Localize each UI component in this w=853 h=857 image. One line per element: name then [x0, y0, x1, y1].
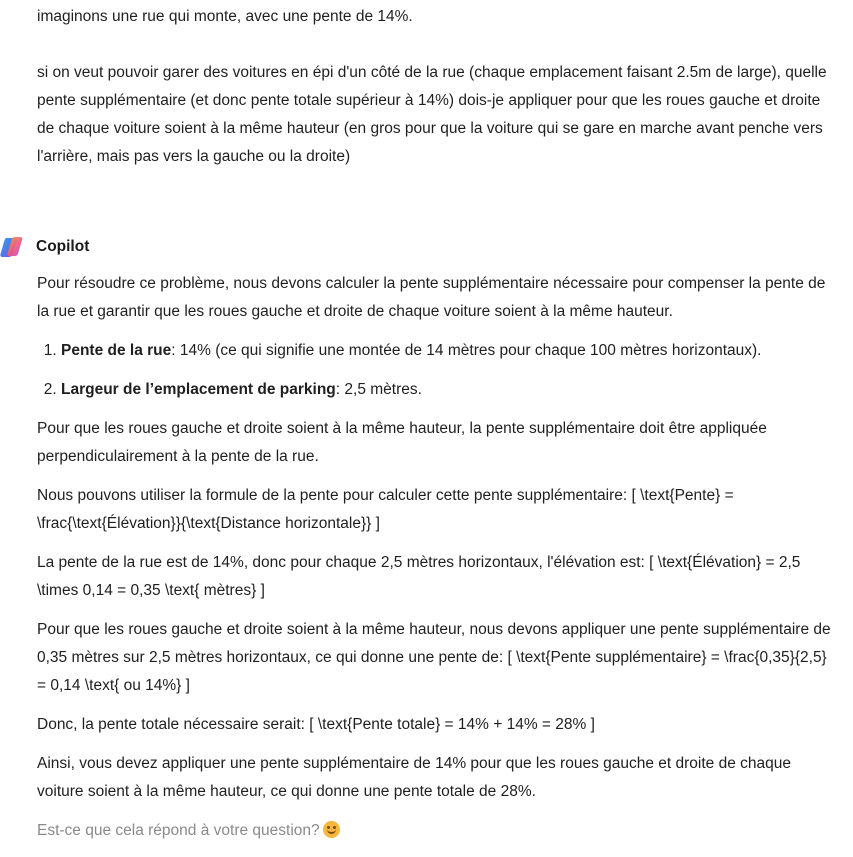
list-item-text: : 14% (ce qui signifie une montée de 14 mètres pour chaque 100 mètres horizontaux). — [171, 342, 762, 359]
response-closing — [37, 817, 837, 845]
list-item — [61, 337, 837, 365]
closing-text: Est-ce que cela répond à votre question? — [37, 822, 320, 839]
response-paragraph: Pour que les roues gauche et droite soient à la même hauteur, la pente supplémentaire doit être appliquée perpendiculairement à la pente de la rue. — [37, 420, 767, 465]
list-item-title: Largeur de l’emplacement de parking — [61, 381, 336, 398]
assistant-response — [37, 270, 837, 856]
response-list — [37, 337, 837, 404]
response-paragraph: Donc, la pente totale nécessaire serait: [ \text{Pente totale} = 14% + 14% = 28% ] — [37, 716, 595, 733]
assistant-header — [0, 233, 89, 261]
user-message-paragraph: imaginons une rue qui monte, avec une pente de 14%. — [37, 8, 413, 25]
list-item — [61, 376, 837, 404]
response-paragraph: Pour résoudre ce problème, nous devons calculer la pente supplémentaire nécessaire pour compenser la pente de la rue et garantir que les roues gauche et droite de chaque voiture soient à la même hauteur. — [37, 275, 826, 320]
response-paragraph: Ainsi, vous devez appliquer une pente supplémentaire de 14% pour que les roues gauche et droite de chaque voiture soient à la même hauteur, ce qui donne une pente totale de 28%. — [37, 755, 791, 800]
response-paragraph: Nous pouvons utiliser la formule de la pente pour calculer cette pente supplémentaire: [ \text{Pente} = \frac{\text{Élévation}}{\text{Distance horizontale}} ] — [37, 487, 734, 532]
user-message-paragraph: si on veut pouvoir garer des voitures en épi d'un côté de la rue (chaque emplacement faisant 2.5m de large), quelle pente supplémentaire (et donc pente totale supérieur à 14%) dois-je appliquer pour que les roues gauche et droite de chaque voiture soient à la même hauteur (en gros pour que la voiture qui se gare en marche avant penche vers l'arrière, mais pas vers la gauche ou la droite) — [37, 64, 827, 165]
list-item-title: Pente de la rue — [61, 342, 172, 359]
user-message — [37, 3, 837, 171]
copilot-logo-icon — [0, 234, 26, 260]
response-paragraph: Pour que les roues gauche et droite soient à la même hauteur, nous devons appliquer une pente supplémentaire de 0,35 mètres sur 2,5 mètres horizontaux, ce qui donne une pente de: [ \text{Pente supplémentaire} = \frac{0,35}{2,5} = 0,14 \text{ ou 14%} ] — [37, 621, 831, 694]
smiling-face-icon — [323, 821, 340, 838]
list-item-text: : 2,5 mètres. — [335, 381, 422, 398]
assistant-name: Copilot — [36, 238, 90, 255]
response-paragraph: La pente de la rue est de 14%, donc pour chaque 2,5 mètres horizontaux, l'élévation est: [ \text{Élévation} = 2,5 \times 0,14 = 0,35 \text{ mètres} ] — [37, 554, 801, 599]
